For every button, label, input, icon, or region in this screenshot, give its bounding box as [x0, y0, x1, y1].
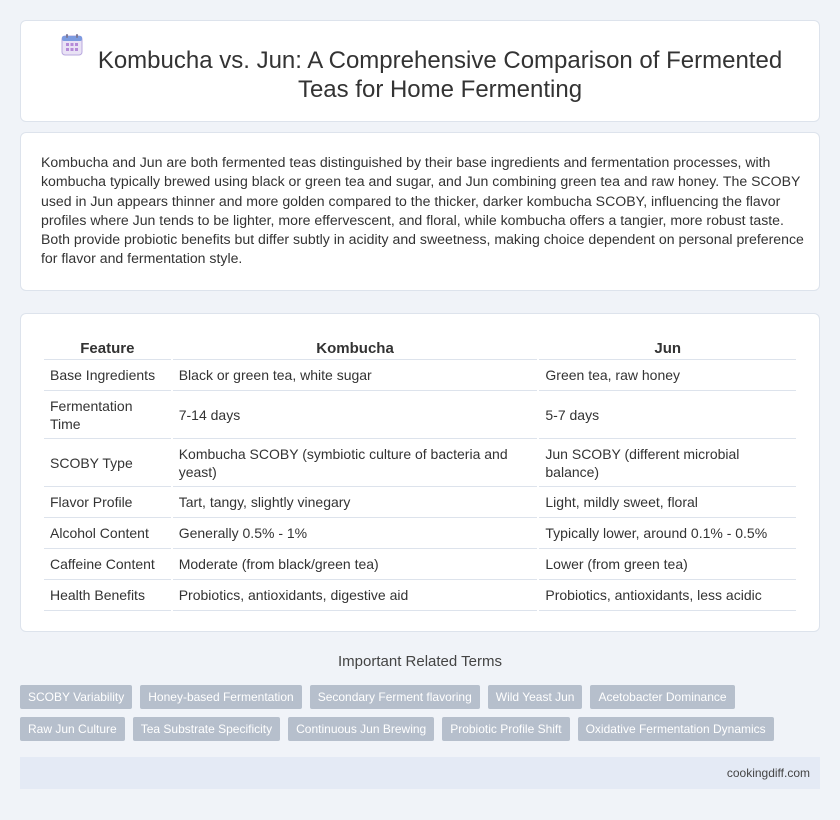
page-title: Kombucha vs. Jun: A Comprehensive Comparison of Fermented Teas for Home Fermenting	[97, 47, 783, 103]
tag-wild-yeast-jun[interactable]: Wild Yeast Jun	[488, 685, 583, 709]
cell-jun: Green tea, raw honey	[539, 360, 796, 391]
related-terms-title: Important Related Terms	[338, 653, 502, 670]
tag-oxidative-fermentation-dynamics[interactable]: Oxidative Fermentation Dynamics	[578, 717, 774, 741]
cell-jun: Jun SCOBY (different microbial balance)	[539, 439, 796, 487]
table-row	[44, 439, 796, 487]
cell-feature: Health Benefits	[44, 580, 171, 611]
footer	[20, 757, 820, 789]
intro-paragraph: Kombucha and Jun are both fermented teas distinguished by their base ingredients and fermentation processes, with kombucha typically brewed using black or green tea and sugar, and Jun combining green tea and raw honey. The SCOBY used in Jun appears thinner and more golden compared to the thicker, darker kombucha SCOBY, influencing the flavor profiles where Jun tends to be lighter, more effervescent, and floral, while kombucha offers a tangier, more robust taste. Both provide probiotic benefits but differ subtly in acidity and sweetness, making choice dependent on personal preference for flavor and fermentation style.	[41, 154, 804, 267]
table-row	[44, 549, 796, 580]
comparison-table	[42, 334, 798, 611]
cell-kombucha: Tart, tangy, slightly vinegary	[173, 487, 538, 518]
cell-jun: Lower (from green tea)	[539, 549, 796, 580]
table-row	[44, 518, 796, 549]
cell-kombucha: Generally 0.5% - 1%	[173, 518, 538, 549]
table-row	[44, 580, 796, 611]
tag-row	[20, 717, 820, 741]
cell-kombucha: Kombucha SCOBY (symbiotic culture of bacteria and yeast)	[173, 439, 538, 487]
cell-feature: Base Ingredients	[44, 360, 171, 391]
cell-jun: Typically lower, around 0.1% - 0.5%	[539, 518, 796, 549]
cell-kombucha: Black or green tea, white sugar	[173, 360, 538, 391]
related-terms-tags	[20, 685, 820, 749]
tag-probiotic-profile-shift[interactable]: Probiotic Profile Shift	[442, 717, 569, 741]
header-kombucha: Kombucha	[173, 334, 538, 360]
cell-jun: 5-7 days	[539, 391, 796, 439]
tag-row	[20, 685, 820, 709]
cell-kombucha: Moderate (from black/green tea)	[173, 549, 538, 580]
tag-acetobacter-dominance[interactable]: Acetobacter Dominance	[590, 685, 734, 709]
cell-feature: Caffeine Content	[44, 549, 171, 580]
cell-kombucha: Probiotics, antioxidants, digestive aid	[173, 580, 538, 611]
tag-raw-jun-culture[interactable]: Raw Jun Culture	[20, 717, 125, 741]
cell-kombucha: 7-14 days	[173, 391, 538, 439]
title-card	[20, 20, 820, 122]
intro-card	[20, 132, 820, 291]
cell-feature: Flavor Profile	[44, 487, 171, 518]
header-jun: Jun	[539, 334, 796, 360]
header-feature: Feature	[44, 334, 171, 360]
table-row	[44, 487, 796, 518]
cell-feature: Fermentation Time	[44, 391, 171, 439]
comparison-card	[20, 313, 820, 632]
tag-secondary-ferment-flavoring[interactable]: Secondary Ferment flavoring	[310, 685, 480, 709]
tag-scoby-variability[interactable]: SCOBY Variability	[20, 685, 132, 709]
cell-feature: Alcohol Content	[44, 518, 171, 549]
tag-tea-substrate-specificity[interactable]: Tea Substrate Specificity	[133, 717, 280, 741]
cell-jun: Probiotics, antioxidants, less acidic	[539, 580, 796, 611]
cell-feature: SCOBY Type	[44, 439, 171, 487]
tag-continuous-jun-brewing[interactable]: Continuous Jun Brewing	[288, 717, 434, 741]
table-header-row	[44, 334, 796, 360]
table-row	[44, 391, 796, 439]
cell-jun: Light, mildly sweet, floral	[539, 487, 796, 518]
tag-honey-based-fermentation[interactable]: Honey-based Fermentation	[140, 685, 301, 709]
table-row	[44, 360, 796, 391]
footer-site-link[interactable]: cookingdiff.com	[726, 766, 810, 780]
